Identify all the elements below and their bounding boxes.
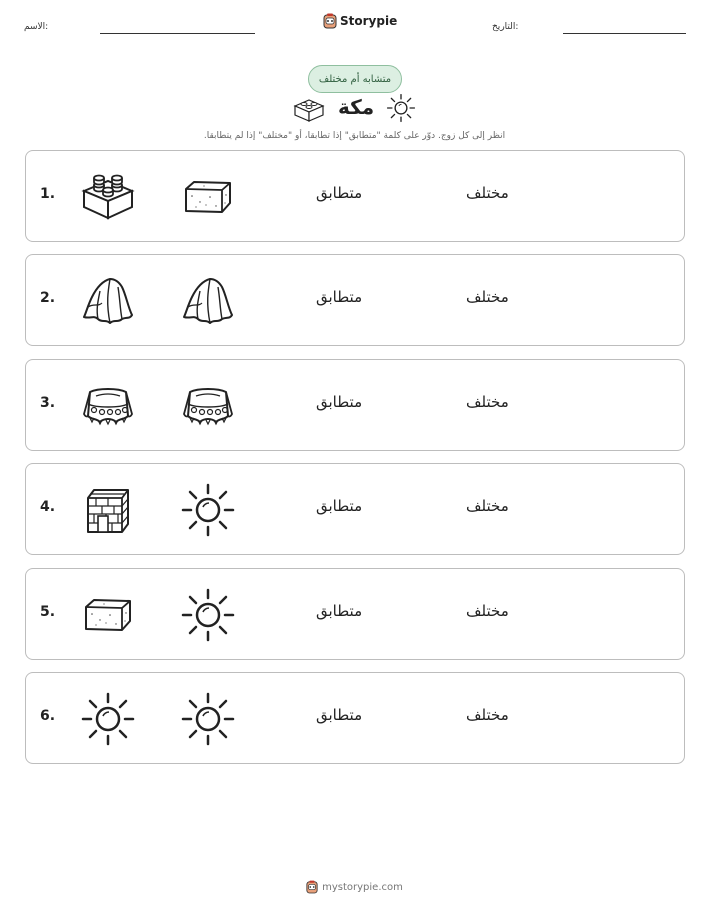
exercise-row <box>25 150 685 242</box>
exercise-row <box>25 568 685 660</box>
page-title: مكة <box>338 95 375 119</box>
sun-icon <box>386 93 416 123</box>
worksheet-type-label: متشابه أم مختلف <box>318 73 392 85</box>
row-number: 3. <box>40 394 56 411</box>
stone-block-icon <box>180 169 236 225</box>
sun-icon <box>180 482 236 538</box>
exercise-row <box>25 463 685 555</box>
stone-block-icon <box>80 587 136 643</box>
exercise-row <box>25 359 685 451</box>
sun-icon <box>180 691 236 747</box>
sun-icon <box>80 691 136 747</box>
footer <box>0 880 709 894</box>
row-number: 2. <box>40 290 56 307</box>
stone-house-icon <box>80 482 136 538</box>
date-label: التاريخ: <box>492 22 519 32</box>
option-same[interactable]: متطابق <box>316 392 363 411</box>
option-different[interactable]: مختلف <box>466 601 509 620</box>
option-same[interactable]: متطابق <box>316 601 363 620</box>
kaaba-cover-icon <box>180 378 236 434</box>
exercise-row <box>25 672 685 764</box>
storypie-mascot-icon <box>323 13 337 29</box>
option-same[interactable]: متطابق <box>316 706 363 724</box>
storypie-mascot-icon <box>306 880 318 894</box>
option-same[interactable]: متطابق <box>316 497 363 516</box>
brand-logo <box>323 13 397 29</box>
row-number: 6. <box>40 708 56 724</box>
sun-icon <box>180 587 236 643</box>
draped-cloth-icon <box>80 273 136 329</box>
row-number: 5. <box>40 603 56 620</box>
name-label: الاسم: <box>24 22 49 32</box>
title-row <box>290 93 420 123</box>
option-different[interactable]: مختلف <box>466 392 509 411</box>
option-different[interactable]: مختلف <box>466 184 509 202</box>
exercise-row <box>25 254 685 346</box>
footer-url[interactable]: mystorypie.com <box>322 881 403 893</box>
brand-name: Storypie <box>340 14 398 28</box>
option-different[interactable]: مختلف <box>466 706 509 724</box>
lego-brick-icon <box>80 169 136 225</box>
option-different[interactable]: مختلف <box>466 497 509 516</box>
lego-brick-icon <box>292 95 326 123</box>
option-same[interactable]: متطابق <box>316 288 363 307</box>
date-line[interactable] <box>563 33 686 34</box>
name-line[interactable] <box>100 33 255 34</box>
instructions: انظر إلى كل زوج. دوّر على كلمة "متطابق" إذا تطابقا، أو "مختلف" إذا لم يتطابقا. <box>203 131 506 141</box>
kaaba-cover-icon <box>80 378 136 434</box>
row-number: 4. <box>40 499 56 516</box>
draped-cloth-icon <box>180 273 236 329</box>
worksheet-type-pill <box>308 65 402 93</box>
option-same[interactable]: متطابق <box>316 184 363 202</box>
option-different[interactable]: مختلف <box>466 288 509 307</box>
row-number: 1. <box>40 186 56 202</box>
